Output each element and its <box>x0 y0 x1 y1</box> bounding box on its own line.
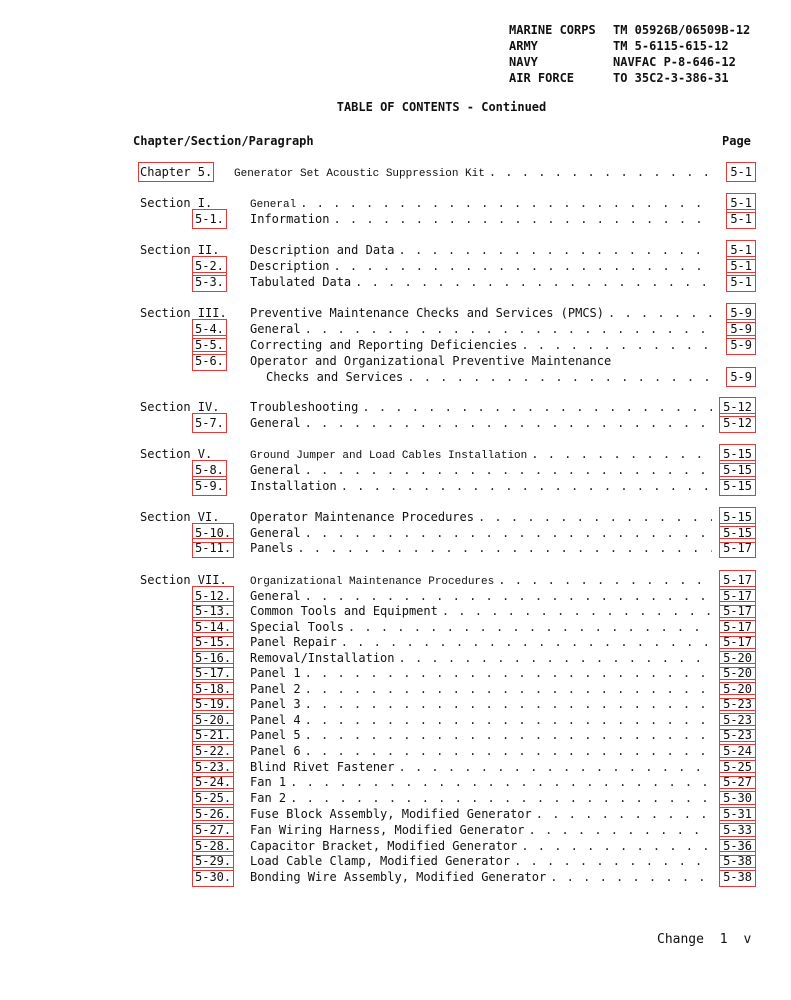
page-number: v <box>743 932 752 947</box>
paragraph-number: 5-12. <box>195 589 232 603</box>
entry-title: Special Tools <box>250 620 344 634</box>
leader-dots <box>333 258 712 274</box>
toc-entry[interactable] <box>138 743 754 759</box>
page-reference: 5-20 <box>723 651 752 665</box>
entry-title: Load Cable Clamp, Modified Generator <box>250 854 511 868</box>
page-reference: 5-17 <box>723 635 752 649</box>
leader-dots <box>300 195 712 211</box>
leader-dots <box>355 274 712 290</box>
entry-title-row <box>250 634 716 650</box>
paragraph-number: 5-19. <box>195 697 232 711</box>
paragraph-number: 5-3. <box>195 275 224 289</box>
entry-title: Information <box>250 212 330 226</box>
toc-entry[interactable] <box>138 321 754 337</box>
entry-title-row <box>250 525 716 541</box>
entry-title-row <box>266 369 716 385</box>
entry-title: Removal/Installation <box>250 651 395 665</box>
page-reference: 5-9 <box>730 322 752 336</box>
toc-entry[interactable] <box>138 540 754 556</box>
toc-entry[interactable] <box>138 696 754 712</box>
entry-title-row <box>250 337 716 353</box>
page-reference: 5-1 <box>730 196 752 210</box>
section-label: Section IV. <box>140 400 220 414</box>
leader-dots <box>489 164 712 180</box>
entry-title: Installation <box>250 479 337 493</box>
page-reference: 5-1 <box>730 165 752 179</box>
entry-title-row <box>250 822 716 838</box>
header-row <box>509 22 750 38</box>
entry-title: General <box>250 322 301 336</box>
entry-title-row <box>250 619 716 635</box>
paragraph-number: 5-14. <box>195 620 232 634</box>
leader-dots <box>305 462 712 478</box>
toc-entry[interactable] <box>138 305 754 321</box>
page-reference: 5-17 <box>723 541 752 555</box>
entry-title: Fan Wiring Harness, Modified Generator <box>250 823 525 837</box>
entry-title-row <box>250 696 716 712</box>
page-reference: 5-30 <box>723 791 752 805</box>
entry-title-row <box>250 540 716 556</box>
change-number: 1 <box>719 932 728 947</box>
paragraph-number: 5-5. <box>195 338 224 352</box>
page-reference: 5-27 <box>723 775 752 789</box>
entry-title: Organizational Maintenance Procedures <box>250 576 495 588</box>
leader-dots <box>305 525 712 541</box>
toc-entry[interactable] <box>138 415 754 431</box>
leader-dots <box>529 822 712 838</box>
toc-entry[interactable] <box>138 399 754 415</box>
paragraph-number: 5-29. <box>195 854 232 868</box>
entry-title: Fan 1 <box>250 775 287 789</box>
entry-title: Preventive Maintenance Checks and Services (PMCS) <box>250 306 605 320</box>
tm-number: TO 35C2-3-386-31 <box>613 71 729 85</box>
leader-dots <box>305 415 712 431</box>
entry-title: Panel 5 <box>250 728 301 742</box>
entry-title: Ground Jumper and Load Cables Installation <box>250 450 528 462</box>
paragraph-number: 5-15. <box>195 635 232 649</box>
leader-dots <box>442 603 712 619</box>
tm-number: TM 5-6115-615-12 <box>613 39 729 53</box>
column-header-page: Page <box>722 134 751 148</box>
page-reference: 5-17 <box>723 589 752 603</box>
leader-dots <box>521 838 712 854</box>
leader-dots <box>305 681 712 697</box>
toc-entry[interactable] <box>138 619 754 635</box>
entry-title-row <box>250 588 716 604</box>
toc-entry[interactable] <box>138 634 754 650</box>
entry-title-row <box>250 727 716 743</box>
entry-title: Operator and Organizational Preventive Maintenance <box>250 354 612 368</box>
leader-dots <box>333 211 712 227</box>
leader-dots <box>498 572 712 588</box>
leader-dots <box>399 242 713 258</box>
entry-title-row <box>250 650 716 666</box>
entry-title-row <box>250 242 716 258</box>
page-reference: 5-38 <box>723 870 752 884</box>
page-reference: 5-9 <box>730 338 752 352</box>
page-reference: 5-20 <box>723 682 752 696</box>
toc-entry[interactable] <box>138 195 754 211</box>
toc-entry[interactable] <box>138 258 754 274</box>
page-reference: 5-17 <box>723 573 752 587</box>
toc-entry[interactable] <box>138 337 754 353</box>
paragraph-number: 5-28. <box>195 839 232 853</box>
entry-title: Correcting and Reporting Deficiencies <box>250 338 518 352</box>
paragraph-number: 5-25. <box>195 791 232 805</box>
paragraph-number: 5-22. <box>195 744 232 758</box>
entry-title-row <box>250 743 716 759</box>
column-header-left: Chapter/Section/Paragraph <box>133 134 314 148</box>
entry-title: General <box>250 463 301 477</box>
toc-entry[interactable] <box>138 509 754 525</box>
toc-entry[interactable] <box>138 478 754 494</box>
entry-title: Panels <box>250 541 294 555</box>
entry-title-row <box>250 712 716 728</box>
paragraph-number: 5-24. <box>195 775 232 789</box>
toc-entry[interactable] <box>138 211 754 227</box>
entry-title-row <box>250 806 716 822</box>
leader-dots <box>550 869 712 885</box>
paragraph-number: 5-23. <box>195 760 232 774</box>
leader-dots <box>305 665 712 681</box>
page-reference: 5-12 <box>723 400 752 414</box>
paragraph-number: 5-30. <box>195 870 232 884</box>
toc-entry[interactable] <box>138 274 754 290</box>
section-label: Section II. <box>140 243 220 257</box>
paragraph-number: 5-2. <box>195 259 224 273</box>
page-reference: 5-20 <box>723 666 752 680</box>
entry-title-row <box>250 305 716 321</box>
header-row <box>509 38 750 54</box>
toc-entry[interactable] <box>138 806 754 822</box>
leader-dots <box>362 399 712 415</box>
page-reference: 5-1 <box>730 275 752 289</box>
chapter-label: Chapter 5. <box>140 165 213 179</box>
leader-dots <box>290 790 712 806</box>
entry-title: Blind Rivet Fastener <box>250 760 395 774</box>
paragraph-number: 5-11. <box>195 541 232 555</box>
page-reference: 5-33 <box>723 823 752 837</box>
paragraph-number: 5-27. <box>195 823 232 837</box>
toc-entry[interactable] <box>138 727 754 743</box>
page-reference: 5-15 <box>723 510 752 524</box>
toc-title: TABLE OF CONTENTS - Continued <box>336 100 547 114</box>
entry-title: Panel Repair <box>250 635 337 649</box>
page-reference: 5-15 <box>723 447 752 461</box>
leader-dots <box>305 743 712 759</box>
paragraph-number: 5-8. <box>195 463 224 477</box>
paragraph-number: 5-26. <box>195 807 232 821</box>
entry-title: Common Tools and Equipment <box>250 604 438 618</box>
page-reference: 5-17 <box>723 620 752 634</box>
page-reference: 5-12 <box>723 416 752 430</box>
service-name: MARINE CORPS <box>509 23 596 37</box>
toc-entry[interactable] <box>138 369 754 385</box>
document-number-block <box>509 22 750 86</box>
toc-entry[interactable] <box>138 572 754 588</box>
paragraph-number: 5-20. <box>195 713 232 727</box>
tm-number: NAVFAC P-8-646-12 <box>613 55 736 69</box>
entry-title: Panel 2 <box>250 682 301 696</box>
page-reference: 5-15 <box>723 526 752 540</box>
entry-title: Capacitor Bracket, Modified Generator <box>250 839 518 853</box>
page-reference: 5-23 <box>723 697 752 711</box>
leader-dots <box>290 774 712 790</box>
leader-dots <box>521 337 712 353</box>
entry-title: General <box>250 416 301 430</box>
entry-title-row <box>250 790 716 806</box>
toc-entry[interactable] <box>138 853 754 869</box>
paragraph-number: 5-9. <box>195 479 224 493</box>
leader-dots <box>478 509 712 525</box>
toc-entry[interactable] <box>138 759 754 775</box>
page-reference: 5-9 <box>730 370 752 384</box>
entry-title-row <box>234 164 716 182</box>
entry-title: Panel 3 <box>250 697 301 711</box>
leader-dots <box>399 759 713 775</box>
section-label: Section I. <box>140 196 213 210</box>
toc-entry[interactable] <box>138 242 754 258</box>
leader-dots <box>305 712 712 728</box>
header-row <box>509 54 750 70</box>
entry-title: General <box>250 526 301 540</box>
toc-entry[interactable] <box>138 603 754 619</box>
entry-title-row <box>250 353 716 369</box>
change-label: Change <box>657 932 704 947</box>
entry-title-row <box>250 838 716 854</box>
page-reference: 5-1 <box>730 243 752 257</box>
leader-dots <box>399 650 713 666</box>
entry-title: General <box>250 199 297 211</box>
leader-dots <box>305 321 712 337</box>
entry-title: Panel 6 <box>250 744 301 758</box>
toc-entry[interactable] <box>138 681 754 697</box>
section-label: Section V. <box>140 447 213 461</box>
section-label: Section VI. <box>140 510 220 524</box>
paragraph-number: 5-4. <box>195 322 224 336</box>
toc-entry[interactable] <box>138 446 754 462</box>
service-name: NAVY <box>509 55 538 69</box>
section-label: Section III. <box>140 306 227 320</box>
toc-entry[interactable] <box>138 822 754 838</box>
leader-dots <box>341 634 712 650</box>
entry-title: Fuse Block Assembly, Modified Generator <box>250 807 532 821</box>
entry-title: Panel 1 <box>250 666 301 680</box>
leader-dots <box>305 696 712 712</box>
entry-title-row <box>250 681 716 697</box>
entry-title: Checks and Services <box>266 370 404 384</box>
entry-title-row <box>250 258 716 274</box>
service-name: ARMY <box>509 39 538 53</box>
service-name: AIR FORCE <box>509 71 575 85</box>
leader-dots <box>608 305 712 321</box>
entry-title: Tabulated Data <box>250 275 352 289</box>
leader-dots <box>305 588 712 604</box>
leader-dots <box>531 446 712 462</box>
entry-title-row <box>250 759 716 775</box>
toc-entry[interactable] <box>138 588 754 604</box>
leader-dots <box>407 369 712 385</box>
entry-title: Panel 4 <box>250 713 301 727</box>
page-reference: 5-38 <box>723 854 752 868</box>
page-reference: 5-9 <box>730 306 752 320</box>
entry-title-row <box>250 415 716 431</box>
leader-dots <box>536 806 712 822</box>
toc-entry[interactable] <box>138 869 754 885</box>
header-row <box>509 70 750 86</box>
toc-entry[interactable] <box>138 774 754 790</box>
page-reference: 5-1 <box>730 259 752 273</box>
page-reference: 5-25 <box>723 760 752 774</box>
page-reference: 5-36 <box>723 839 752 853</box>
toc-entry[interactable] <box>138 790 754 806</box>
leader-dots <box>348 619 712 635</box>
paragraph-number: 5-10. <box>195 526 232 540</box>
leader-dots <box>297 540 712 556</box>
leader-dots <box>514 853 712 869</box>
tm-number: TM 05926B/06509B-12 <box>613 23 751 37</box>
page-reference: 5-23 <box>723 728 752 742</box>
page-reference: 5-17 <box>723 604 752 618</box>
entry-title-row <box>250 274 716 290</box>
page-reference: 5-15 <box>723 479 752 493</box>
section-label: Section VII. <box>140 573 227 587</box>
paragraph-number: 5-17. <box>195 666 232 680</box>
entry-title-row <box>250 774 716 790</box>
page-reference: 5-24 <box>723 744 752 758</box>
entry-title: Description and Data <box>250 243 395 257</box>
toc-entry[interactable] <box>138 712 754 728</box>
entry-title: Operator Maintenance Procedures <box>250 510 474 524</box>
entry-title: General <box>250 589 301 603</box>
entry-title-row <box>250 603 716 619</box>
page-reference: 5-31 <box>723 807 752 821</box>
entry-title: Bonding Wire Assembly, Modified Generator <box>250 870 547 884</box>
paragraph-number: 5-18. <box>195 682 232 696</box>
toc-entry[interactable] <box>138 462 754 478</box>
entry-title: Generator Set Acoustic Suppression Kit <box>234 168 485 180</box>
entry-title-row <box>250 853 716 869</box>
toc-entry[interactable] <box>138 650 754 666</box>
paragraph-number: 5-21. <box>195 728 232 742</box>
leader-dots <box>341 478 712 494</box>
page-footer <box>657 932 751 947</box>
page-reference: 5-1 <box>730 212 752 226</box>
entry-title-row <box>250 665 716 681</box>
toc-entry[interactable] <box>138 164 754 180</box>
toc-entry[interactable] <box>138 353 754 369</box>
page-reference: 5-23 <box>723 713 752 727</box>
entry-title-row <box>250 462 716 478</box>
entry-title: Description <box>250 259 330 273</box>
entry-title-row <box>250 399 716 415</box>
entry-title-row <box>250 478 716 494</box>
entry-title: Troubleshooting <box>250 400 359 414</box>
entry-title-row <box>250 211 716 227</box>
leader-dots <box>305 727 712 743</box>
page-reference: 5-15 <box>723 463 752 477</box>
paragraph-number: 5-7. <box>195 416 224 430</box>
paragraph-number: 5-1. <box>195 212 224 226</box>
toc-entry[interactable] <box>138 525 754 541</box>
toc-entry[interactable] <box>138 838 754 854</box>
entry-title-row <box>250 321 716 337</box>
entry-title: Fan 2 <box>250 791 287 805</box>
toc-entry[interactable] <box>138 665 754 681</box>
entry-title-row <box>250 869 716 885</box>
paragraph-number: 5-13. <box>195 604 232 618</box>
paragraph-number: 5-16. <box>195 651 232 665</box>
entry-title-row <box>250 509 716 525</box>
paragraph-number: 5-6. <box>195 354 224 368</box>
